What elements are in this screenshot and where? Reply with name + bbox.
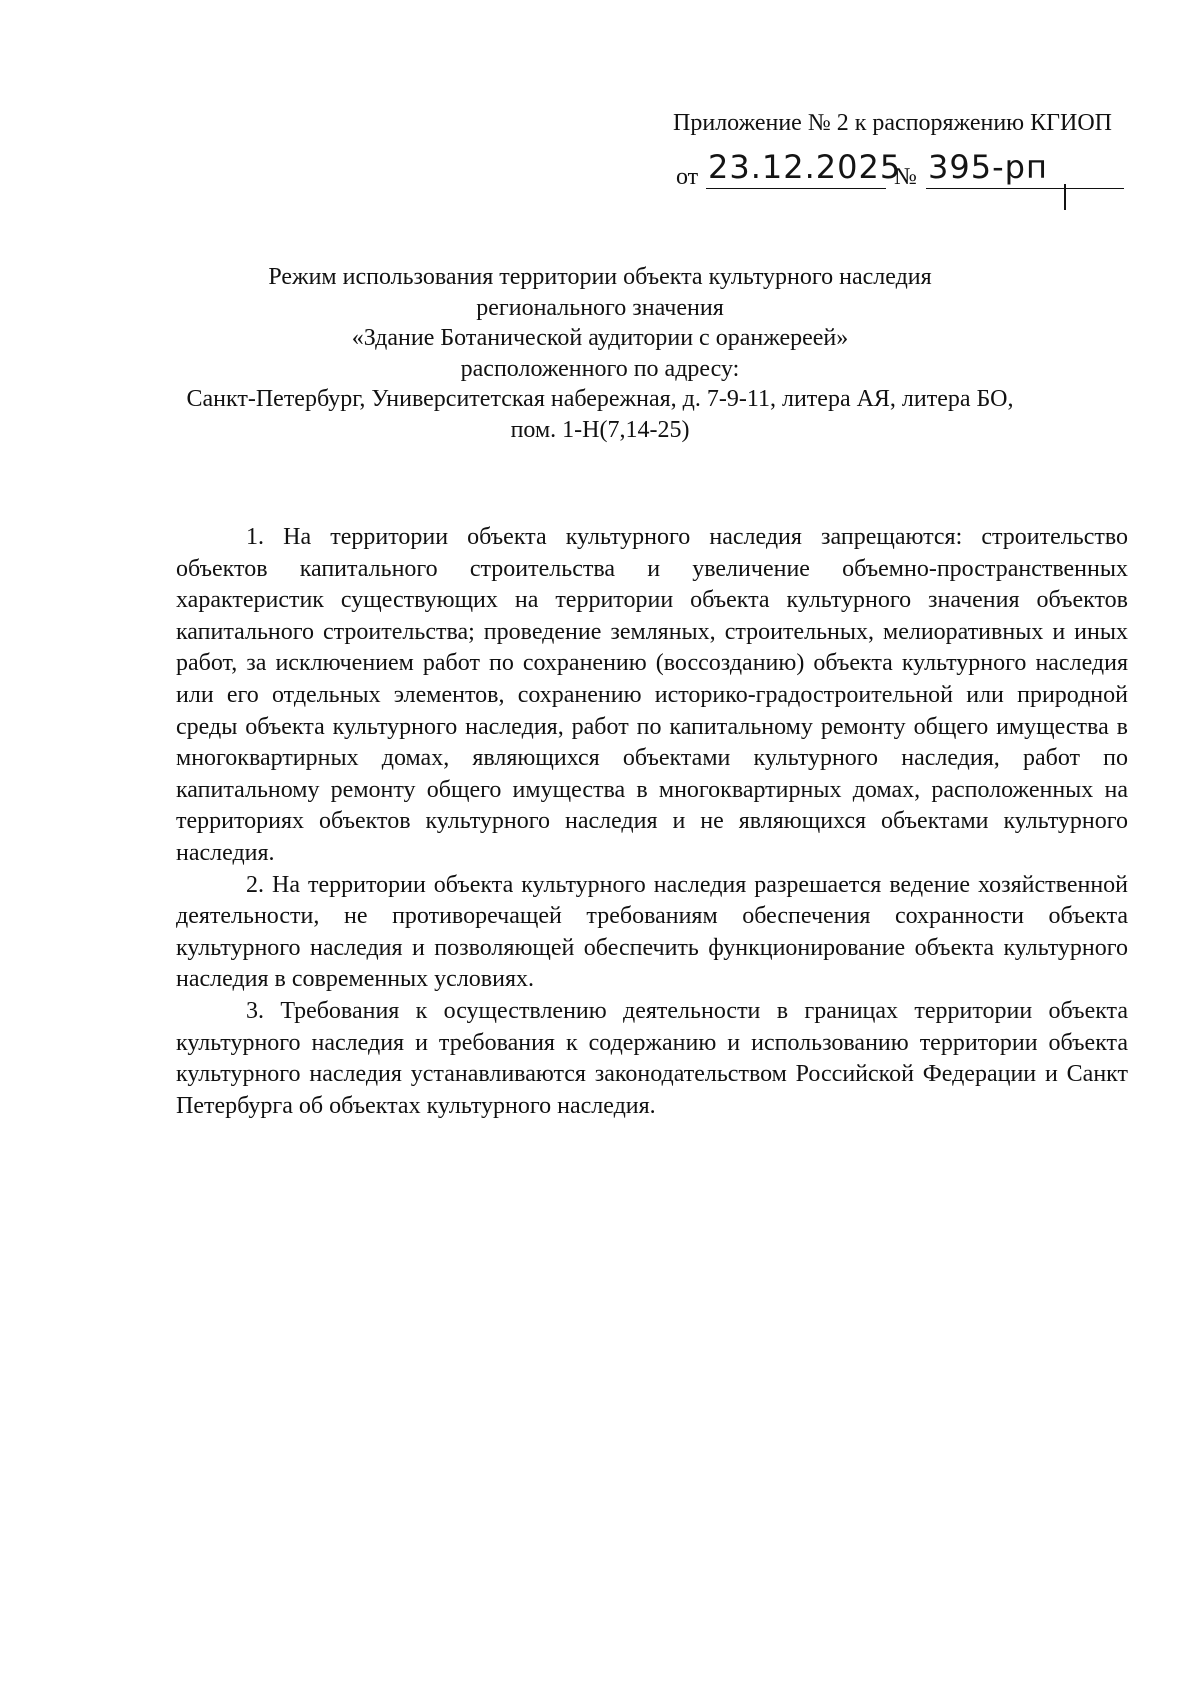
title-line: «Здание Ботанической аудитории с оранжереей» xyxy=(351,325,849,351)
handwritten-date: 23.12.2025 xyxy=(708,148,902,186)
paragraph-3: 3. Требования к осуществлению деятельности в границах территории объекта культурного наследия и требования к содержанию и использованию территории объекта культурного наследия устанавливаются законодательством Российской Федерации и Санкт Петербурга об объектах культурного наследия. xyxy=(176,997,1128,1119)
document-title xyxy=(130,262,1070,445)
number-underline xyxy=(926,188,1124,189)
date-underline xyxy=(706,188,886,189)
order-reference xyxy=(676,148,1124,194)
title-line: пом. 1-Н(7,14-25) xyxy=(510,416,690,443)
date-label: от xyxy=(676,164,699,190)
appendix-header: Приложение № 2 к распоряжению КГИОП xyxy=(673,110,1112,136)
title-line: расположенного по адресу: xyxy=(460,355,740,382)
title-line: регионального значения xyxy=(476,294,724,321)
handwritten-number: 395-рп xyxy=(928,148,1048,186)
paragraph-2: 2. На территории объекта культурного наследия разрешается ведение хозяйственной деятельности, не противоречащей требованиям обеспечения сохранности объекта культурного наследия и позволяющей обеспечить функционирование объекта культурного наследия в современных условиях. xyxy=(176,871,1128,993)
title-line: Режим использования территории объекта культурного наследия xyxy=(268,264,932,290)
handwriting-stroke xyxy=(1064,184,1066,210)
number-label: № xyxy=(894,164,917,190)
paragraph-1: 1. На территории объекта культурного наследия запрещаются: строительство объектов капитального строительства и увеличение объемно-пространственных характеристик существующих на территории объекта культурного значения объектов капитального строительства; проведение земляных, строительных, мелиоративных и иных работ, за исключением работ по сохранению (воссозданию) объекта культурного наследия или его отдельных элементов, сохранению историко-градостроительной или природной среды объекта культурного наследия, работ по капитальному ремонту общего имущества в многоквартирных домах, являющихся объектами культурного наследия, работ по капитальному ремонту общего имущества в многоквартирных домах, расположенных на территориях объектов культурного наследия и не являющихся объектами культурного наследия. xyxy=(176,524,1128,866)
document-body xyxy=(176,522,1128,1122)
title-line: Санкт-Петербург, Университетская набережная, д. 7-9-11, литера АЯ, литера БО, xyxy=(186,386,1014,412)
